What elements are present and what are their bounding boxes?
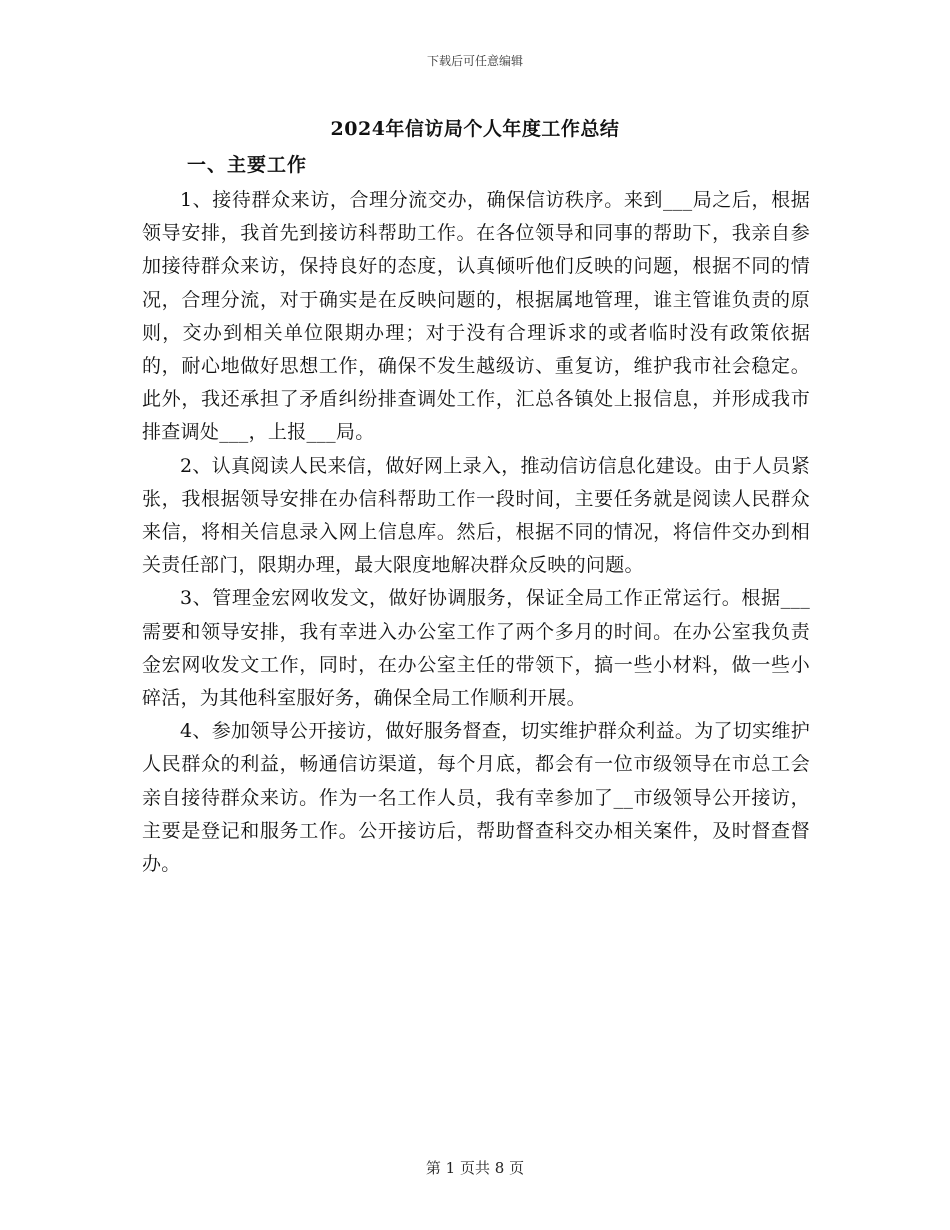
page-number: 第 1 页共 8 页 <box>425 1159 525 1177</box>
document-body <box>142 184 810 881</box>
paragraph-3: 3、管理金宏网收发文，做好协调服务，保证全局工作正常运行。根据___需要和领导安排，我有幸进入办公室工作了两个多月的时间。在办公室我负责金宏网收发文工作，同时，在办公室主任的带领下，搞一些小材料，做一些小碎活，为其他科室服好务，确保全局工作顺利开展。 <box>142 587 810 710</box>
paragraph-1: 1、接待群众来访，合理分流交办，确保信访秩序。来到___局之后，根据领导安排，我首先到接访科帮助工作。在各位领导和同事的帮助下，我亲自参加接待群众来访，保持良好的态度，认真倾听他们反映的问题，根据不同的情况，合理分流，对于确实是在反映问题的，根据属地管理，谁主管谁负责的原则，交办到相关单位限期办理；对于没有合理诉求的或者临时没有政策依据的，耐心地做好思想工作，确保不发生越级访、重复访，维护我市社会稳定。此外，我还承担了矛盾纠纷排查调处工作，汇总各镇处上报信息，并形成我市排查调处___，上报___局。 <box>142 189 810 444</box>
paragraph-2: 2、认真阅读人民来信，做好网上录入，推动信访信息化建设。由于人员紧张，我根据领导安排在办信科帮助工作一段时间，主要任务就是阅读人民群众来信，将相关信息录入网上信息库。然后，根据不同的情况，将信件交办到相关责任部门，限期办理，最大限度地解决群众反映的问题。 <box>142 454 810 577</box>
header-note: 下载后可任意编辑 <box>426 54 523 68</box>
paragraph-4: 4、参加领导公开接访，做好服务督查，切实维护群众利益。为了切实维护人民群众的利益，畅通信访渠道，每个月底，都会有一位市级领导在市总工会亲自接待群众来访。作为一名工作人员，我有幸参加了__市级领导公开接访，主要是登记和服务工作。公开接访后，帮助督查科交办相关案件，及时督查督办。 <box>142 720 810 876</box>
document-title: 2024年信访局个人年度工作总结 <box>330 118 620 140</box>
section-heading: 一、主要工作 <box>187 154 308 176</box>
